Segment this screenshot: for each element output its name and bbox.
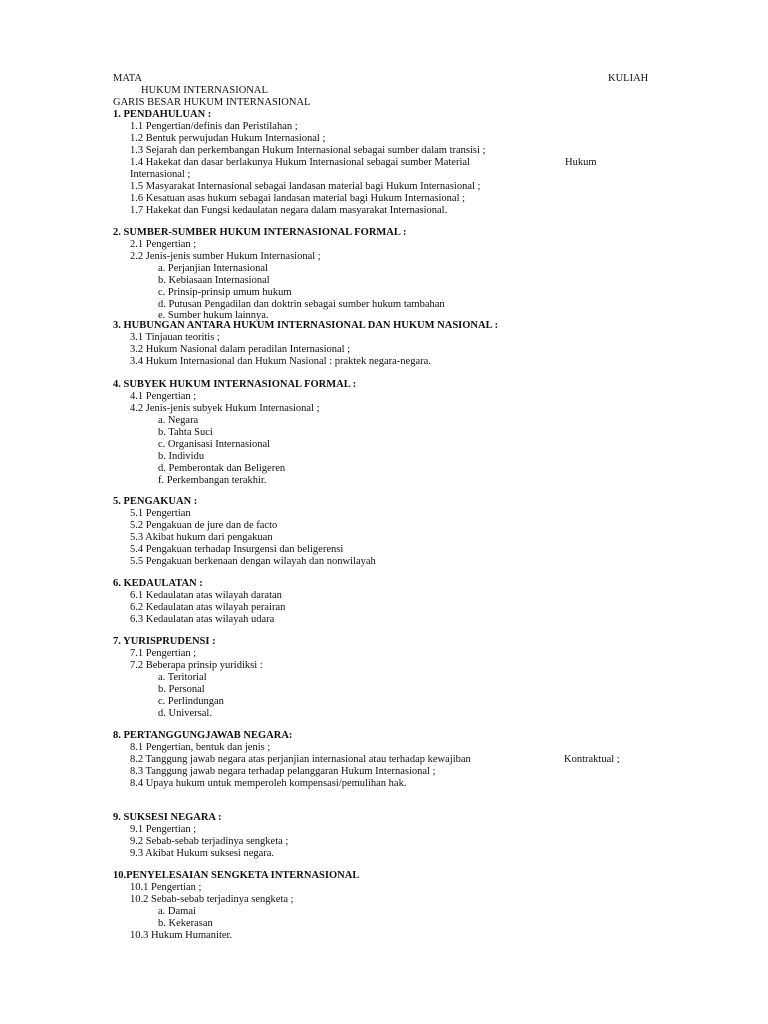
section-3-item: 3.1 Tinjauan teoritis ;: [130, 332, 220, 343]
section-1-item: 1.4 Hakekat dan dasar berlakunya Hukum Internasional sebagai sumber Material: [130, 157, 470, 168]
section-10-item: 10.3 Hukum Humaniter.: [130, 930, 233, 941]
section-3-title: 3. HUBUNGAN ANTARA HUKUM INTERNASIONAL DAN HUKUM NASIONAL :: [113, 320, 499, 331]
section-4-subitem: d. Pemberontak dan Beligeren: [158, 463, 286, 474]
section-4-item: 4.1 Pengertian ;: [130, 391, 197, 402]
section-4-subitem: b. Tahta Suci: [158, 427, 213, 438]
section-4-subitem: b. Individu: [158, 451, 205, 462]
section-1-item: 1.3 Sejarah dan perkembangan Hukum Internasional sebagai sumber dalam transisi ;: [130, 145, 486, 156]
section-1-item: 1.2 Bentuk perwujudan Hukum Internasional ;: [130, 133, 326, 144]
section-7-subitem: c. Perlindungan: [158, 696, 224, 707]
section-10-item: 10.2 Sebab-sebab terjadinya sengketa ;: [130, 894, 294, 905]
section-4-item: 4.2 Jenis-jenis subyek Hukum Internasional ;: [130, 403, 320, 414]
section-4-subitem: a. Negara: [158, 415, 199, 426]
section-9-item: 9.2 Sebab-sebab terjadinya sengketa ;: [130, 836, 289, 847]
section-2-subitem: d. Putusan Pengadilan dan doktrin sebagai sumber hukum tambahan: [158, 299, 445, 310]
section-1-item-wrap: Internasional ;: [130, 169, 191, 180]
section-8-item-continued: Kontraktual ;: [564, 754, 620, 765]
section-9-item: 9.1 Pengertian ;: [130, 824, 197, 835]
header-mata: MATA: [113, 73, 142, 84]
section-4-title: 4. SUBYEK HUKUM INTERNASIONAL FORMAL :: [113, 379, 357, 390]
section-2-subitem: a. Perjanjian Internasional: [158, 263, 268, 274]
section-1-item-continued: Hukum: [565, 157, 597, 168]
section-7-subitem: b. Personal: [158, 684, 205, 695]
document-subtitle: GARIS BESAR HUKUM INTERNASIONAL: [113, 97, 311, 108]
course-title: HUKUM INTERNASIONAL: [141, 85, 268, 96]
section-10-item: 10.1 Pengertian ;: [130, 882, 202, 893]
section-8-item: 8.1 Pengertian, bentuk dan jenis ;: [130, 742, 271, 753]
section-2-subitem: e. Sumber hukum lainnya.: [158, 310, 269, 321]
section-2-subitem: c. Prinsip-prinsip umum hukum: [158, 287, 292, 298]
section-5-item: 5.4 Pengakuan terhadap Insurgensi dan beligerensi: [130, 544, 344, 555]
section-1-item: 1.1 Pengertian/definis dan Peristilahan ;: [130, 121, 298, 132]
section-1-item: 1.7 Hakekat dan Fungsi kedaulatan negara dalam masyarakat Internasional.: [130, 205, 448, 216]
section-7-subitem: a. Teritorial: [158, 672, 207, 683]
section-1-item: 1.6 Kesatuan asas hukum sebagai landasan material bagi Hukum Internasional ;: [130, 193, 466, 204]
section-2-item: 2.1 Pengertian ;: [130, 239, 197, 250]
section-6-title: 6. KEDAULATAN :: [113, 578, 203, 589]
section-6-item: 6.1 Kedaulatan atas wilayah daratan: [130, 590, 282, 601]
section-5-title: 5. PENGAKUAN :: [113, 496, 198, 507]
section-3-item: 3.2 Hukum Nasional dalam peradilan Internasional ;: [130, 344, 351, 355]
section-7-item: 7.1 Pengertian ;: [130, 648, 197, 659]
header-kuliah: KULIAH: [608, 73, 649, 84]
section-3-item: 3.4 Hukum Internasional dan Hukum Nasional : praktek negara-negara.: [130, 356, 431, 367]
section-2-title: 2. SUMBER-SUMBER HUKUM INTERNASIONAL FORMAL :: [113, 227, 407, 238]
section-2-subitem: b. Kebiasaan Internasional: [158, 275, 270, 286]
section-1-item: 1.5 Masyarakat Internasional sebagai landasan material bagi Hukum Internasional ;: [130, 181, 481, 192]
section-7-item: 7.2 Beberapa prinsip yuridiksi :: [130, 660, 263, 671]
section-10-title: 10.PENYELESAIAN SENGKETA INTERNASIONAL: [113, 870, 360, 881]
section-8-item: 8.4 Upaya hukum untuk memperoleh kompensasi/pemulihan hak.: [130, 778, 407, 789]
section-4-subitem: c. Organisasi Internasional: [158, 439, 271, 450]
section-7-title: 7. YURISPRUDENSI :: [113, 636, 216, 647]
section-5-item: 5.5 Pengakuan berkenaan dengan wilayah dan nonwilayah: [130, 556, 376, 567]
section-10-subitem: b. Kekerasan: [158, 918, 213, 929]
section-6-item: 6.2 Kedaulatan atas wilayah perairan: [130, 602, 286, 613]
section-6-item: 6.3 Kedaulatan atas wilayah udara: [130, 614, 275, 625]
section-8-title: 8. PERTANGGUNGJAWAB NEGARA:: [113, 730, 293, 741]
section-2-item: 2.2 Jenis-jenis sumber Hukum Internasional ;: [130, 251, 321, 262]
section-10-subitem: a. Damai: [158, 906, 196, 917]
section-8-item: 8.3 Tanggung jawab negara terhadap pelanggaran Hukum Internasional ;: [130, 766, 436, 777]
section-5-item: 5.1 Pengertian: [130, 508, 191, 519]
section-8-item: 8.2 Tanggung jawab negara atas perjanjian internasional atau terhadap kewajiban: [130, 754, 471, 765]
section-9-title: 9. SUKSESI NEGARA :: [113, 812, 222, 823]
section-5-item: 5.2 Pengakuan de jure dan de facto: [130, 520, 278, 531]
section-4-subitem: f. Perkembangan terakhir.: [158, 475, 267, 486]
section-7-subitem: d. Universal.: [158, 708, 212, 719]
section-9-item: 9.3 Akibat Hukum suksesi negara.: [130, 848, 275, 859]
section-5-item: 5.3 Akibat hukum dari pengakuan: [130, 532, 273, 543]
section-1-title: 1. PENDAHULUAN :: [113, 109, 212, 120]
